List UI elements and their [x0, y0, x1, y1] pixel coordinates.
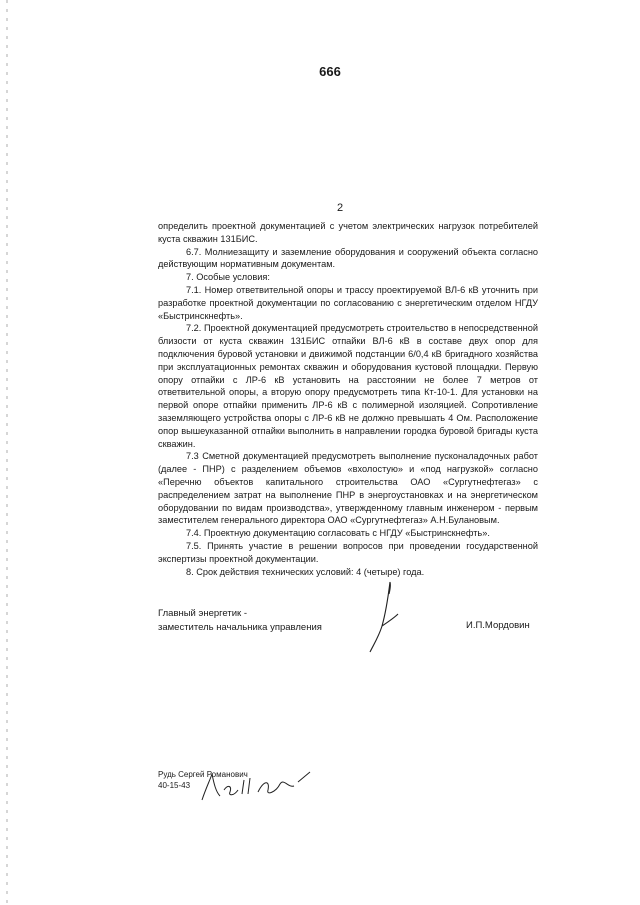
signatory-name: И.П.Мордовин — [466, 620, 530, 631]
scan-edge — [6, 0, 8, 905]
paragraph: 6.7. Молниезащиту и заземление оборудования и сооружений объекта согласно действующим нормативным документам. — [158, 246, 538, 270]
handwritten-signature — [360, 578, 420, 658]
paragraph: 8. Срок действия технических условий: 4 (четыре) года. — [186, 566, 425, 577]
stamp-number: 666 — [319, 64, 341, 79]
signatory-title-line: Главный энергетик - — [158, 608, 248, 619]
signatory-title-line: заместитель начальника управления — [158, 621, 322, 633]
executor-signature — [198, 766, 318, 806]
signatory-title — [158, 607, 322, 634]
paragraph: 7.3 Сметной документацией предусмотреть выполнение пусконаладочных работ (далее - ПНР) с разделением объемов «вхолостую» и «под нагрузкой» согласно «Перечню объектов капитального строительства ОАО «Сургутнефтегаз» с распределением затрат на выполнение ПНР в энергоустановках и на энергетическом оборудовании по видам производства», утвержденному главным инженером - первым заместителем генерального директора ОАО «Сургутнефтегаз» А.Н.Булановым. — [158, 451, 538, 526]
paragraph: 7.1. Номер ответвительной опоры и трассу проектируемой ВЛ-6 кВ уточнить при разработке проектной документации по согласованию с энергетическим отделом НГДУ «Быстринскнефть». — [158, 284, 538, 321]
paragraph: 7.5. Принять участие в решении вопросов при проведении государственной экспертизы проектной документации. — [158, 540, 538, 564]
document-body — [158, 220, 538, 578]
paragraph: 7.4. Проектную документацию согласовать с НГДУ «Быстринскнефть». — [186, 528, 490, 539]
page-number: 2 — [336, 202, 344, 214]
paragraph: 7.2. Проектной документацией предусмотреть строительство в непосредственной близости от куста скважин 131БИС отпайки ВЛ-6 кВ в составе двух опор для подключения буровой установки и движимой подстанции 6/0,4 кВ бригадного хозяйства при эксплуатационных ремонтах скважин и оборудования кустовой площадки. Первую опору отпайки с ЛР-6 кВ установить на расстоянии не более 7 метров от ответвительной опоры, а вторую опору предусмотреть типа Кт-10-1. Для установки на первой опоре отпайки применить ЛР-6 кВ с полимерной изоляцией. Сопротивление заземляющего устройства опоры с ЛР-6 кВ не должно превышать 4 Ом. Расположение опор вышеуказанной отпайки выполнить в направлении городка буровой бригады куста скважин. — [158, 323, 538, 449]
executor-phone: 40-15-43 — [158, 780, 191, 790]
paragraph: определить проектной документацией с учетом электрических нагрузок потребителей куста скважин 131БИС. — [158, 221, 538, 244]
paragraph: 7. Особые условия: — [186, 272, 270, 283]
executor-name: Рудь Сергей Романович — [158, 770, 248, 779]
